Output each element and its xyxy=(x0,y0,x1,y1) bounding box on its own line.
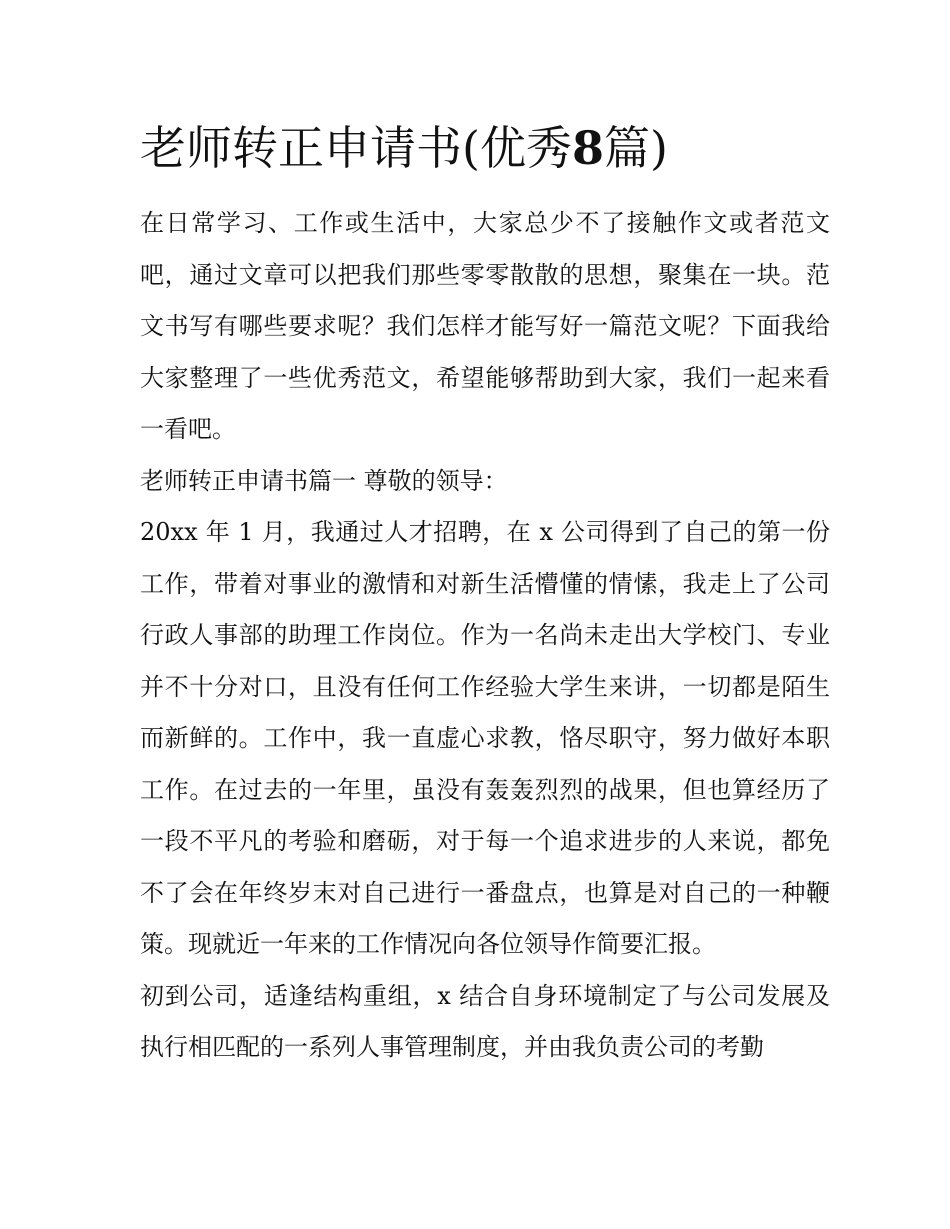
body-paragraph: 初到公司，适逢结构重组，x 结合自身环境制定了与公司发展及执行相匹配的一系列人事管理制度，并由我负责公司的考勤 xyxy=(140,981,830,1061)
document-title xyxy=(140,116,840,180)
title-number: 8 xyxy=(571,121,604,175)
title-suffix: 篇) xyxy=(603,121,668,175)
body-paragraph: 20xx 年 1 月，我通过人才招聘，在 x 公司得到了自己的第一份工作，带着对事业的激情和对新生活懵懂的情愫，我走上了公司行政人事部的助理工作岗位。作为一名尚未走出大学校门、专业并不十分对口，且没有任何工作经验大学生来讲，一切都是陌生而新鲜的。工作中，我一直虚心求教，恪尽职守，努力做好本职工作。在过去的一年里，虽没有轰轰烈烈的战果，但也算经历了一段不平凡的考验和磨砺，对于每一个追求进步的人来说，都免不了会在年终岁末对自己进行一番盘点，也算是对自己的一种鞭策。现就近一年来的工作情况向各位领导作简要汇报。 xyxy=(140,518,830,958)
section-heading: 老师转正申请书篇一 尊敬的领导： xyxy=(140,466,508,495)
intro-paragraph: 在日常学习、工作或生活中，大家总少不了接触作文或者范文吧，通过文章可以把我们那些零零散散的思想，聚集在一块。范文书写有哪些要求呢？我们怎样才能写好一篇范文呢？下面我给大家整理了一些优秀范文，希望能够帮助到大家，我们一起来看一看吧。 xyxy=(140,209,830,443)
document-body xyxy=(140,198,830,1074)
title-text: 老师转正申请书(优秀 xyxy=(140,121,572,175)
